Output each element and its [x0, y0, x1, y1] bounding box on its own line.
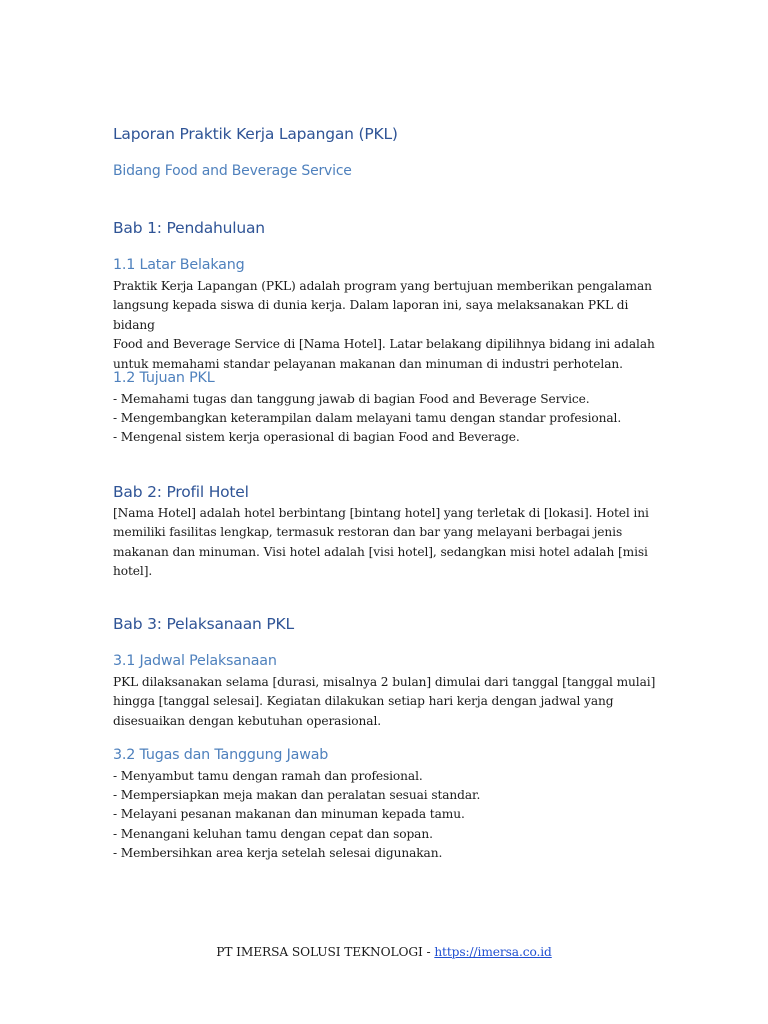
paragraph-line: Praktik Kerja Lapangan (PKL) adalah program yang bertujuan memberikan pengalaman: [113, 279, 652, 293]
paragraph-line: hingga [tanggal selesai]. Kegiatan dilakukan setiap hari kerja dengan jadwal yang: [113, 694, 614, 709]
bab2-paragraph: [113, 504, 658, 582]
document-title: Laporan Praktik Kerja Lapangan (PKL): [113, 125, 398, 143]
paragraph-line: langsung kepada siswa di dunia kerja. Dalam laporan ini, saya melaksanakan PKL di bidang: [113, 298, 629, 332]
list-item: - Mengenal sistem kerja operasional di bagian Food and Beverage.: [113, 430, 520, 445]
list-item: - Mengembangkan keterampilan dalam melayani tamu dengan standar profesional.: [113, 411, 622, 426]
section-3-1-paragraph: [113, 673, 658, 731]
paragraph-line: PKL dilaksanakan selama [durasi, misalnya 2 bulan] dimulai dari tanggal [tanggal mulai]: [113, 675, 656, 689]
section-3-1-heading: 3.1 Jadwal Pelaksanaan: [113, 653, 277, 669]
bab2-heading: Bab 2: Profil Hotel: [113, 483, 249, 501]
section-3-2-heading: 3.2 Tugas dan Tanggung Jawab: [113, 747, 329, 763]
document-subtitle: Bidang Food and Beverage Service: [113, 163, 352, 179]
page-footer: [0, 945, 768, 959]
footer-website-link[interactable]: https://imersa.co.id: [434, 945, 552, 959]
list-item: - Menangani keluhan tamu dengan cepat dan sopan.: [113, 826, 433, 841]
paragraph-line: hotel].: [113, 564, 153, 579]
list-item: - Memahami tugas dan tanggung jawab di bagian Food and Beverage Service.: [113, 392, 590, 406]
section-1-2-list: [113, 390, 658, 448]
paragraph-line: Food and Beverage Service di [Nama Hotel]. Latar belakang dipilihnya bidang ini adalah: [113, 337, 655, 352]
paragraph-line: makanan dan minuman. Visi hotel adalah [visi hotel], sedangkan misi hotel adalah [misi: [113, 544, 648, 559]
section-1-1-paragraph: [113, 277, 658, 374]
paragraph-line: memiliki fasilitas lengkap, termasuk restoran dan bar yang melayani berbagai jenis: [113, 525, 623, 540]
section-1-2-heading: 1.2 Tujuan PKL: [113, 370, 215, 386]
paragraph-line: [Nama Hotel] adalah hotel berbintang [bintang hotel] yang terletak di [lokasi]. Hotel ini: [113, 506, 649, 520]
section-1-1-heading: 1.1 Latar Belakang: [113, 257, 245, 273]
paragraph-line: disesuaikan dengan kebutuhan operasional.: [113, 713, 382, 728]
list-item: - Menyambut tamu dengan ramah dan profesional.: [113, 769, 423, 783]
footer-company: PT IMERSA SOLUSI TEKNOLOGI -: [216, 945, 435, 959]
section-3-2-list: [113, 767, 658, 863]
list-item: - Membersihkan area kerja setelah selesai digunakan.: [113, 845, 443, 860]
paragraph-line: untuk memahami standar pelayanan makanan dan minuman di industri perhotelan.: [113, 356, 623, 371]
list-item: - Melayani pesanan makanan dan minuman kepada tamu.: [113, 807, 465, 822]
list-item: - Mempersiapkan meja makan dan peralatan sesuai standar.: [113, 788, 481, 803]
bab1-heading: Bab 1: Pendahuluan: [113, 219, 265, 237]
bab3-heading: Bab 3: Pelaksanaan PKL: [113, 615, 294, 633]
